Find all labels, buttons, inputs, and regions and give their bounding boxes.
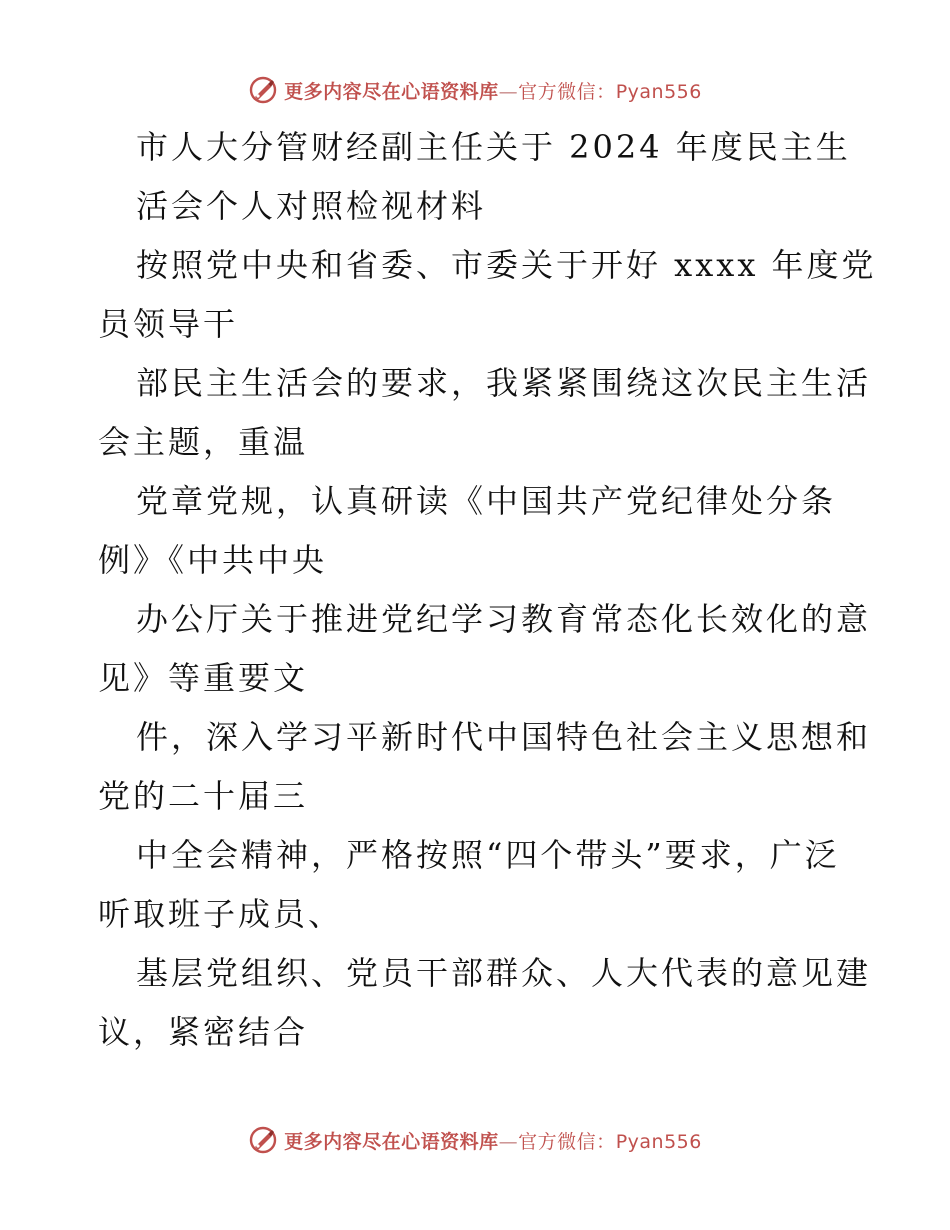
document-text-line: 党章党规，认真研读《中国共产党纪律处分条 (136, 482, 837, 520)
banner-main-text: 更多内容尽在心语资料库 (284, 1130, 499, 1153)
document-text-line: 部民主生活会的要求，我紧紧围绕这次民主生活 (136, 364, 872, 402)
document-body (98, 125, 877, 1069)
document-text-line: 会主题，重温 (98, 423, 309, 461)
document-text-line: 党的二十届三 (98, 777, 309, 815)
document-text-line: 件，深入学习平新时代中国特色社会主义思想和 (136, 718, 872, 756)
banner-contact-id: Pyan556 (615, 80, 702, 103)
document-text-line: 议，紧密结合 (98, 1013, 309, 1051)
document-text-line: 见》等重要文 (98, 659, 309, 697)
document-text-line: 按照党中央和省委、市委关于开好 xxxx 年度党 (136, 246, 877, 284)
document-text-line: 活会个人对照检视材料 (136, 187, 487, 225)
footer-watermark-banner (0, 1120, 950, 1160)
document-text-line: 员领导干 (98, 305, 239, 343)
document-text-line: 听取班子成员、 (98, 895, 344, 933)
document-text-line: 中全会精神，严格按照“四个带头”要求，广泛 (136, 836, 840, 874)
pen-logo-icon (248, 1125, 278, 1155)
banner-separator: — (498, 1130, 519, 1153)
banner-text (284, 1127, 702, 1154)
pen-logo-icon (248, 75, 278, 105)
header-watermark-banner (0, 70, 950, 110)
banner-separator: — (498, 80, 519, 103)
document-text-line: 办公厅关于推进党纪学习教育常态化长效化的意 (136, 600, 872, 638)
banner-contact-label: 官方微信： (518, 80, 616, 103)
banner-contact-id: Pyan556 (615, 1130, 702, 1153)
document-text-line: 例》《中共中央 (98, 541, 328, 579)
banner-contact-label: 官方微信： (518, 1130, 616, 1153)
document-text-line: 基层党组织、党员干部群众、人大代表的意见建 (136, 954, 872, 992)
banner-text (284, 77, 702, 104)
banner-main-text: 更多内容尽在心语资料库 (284, 80, 499, 103)
document-text-line: 市人大分管财经副主任关于 2024 年度民主生 (136, 128, 851, 166)
